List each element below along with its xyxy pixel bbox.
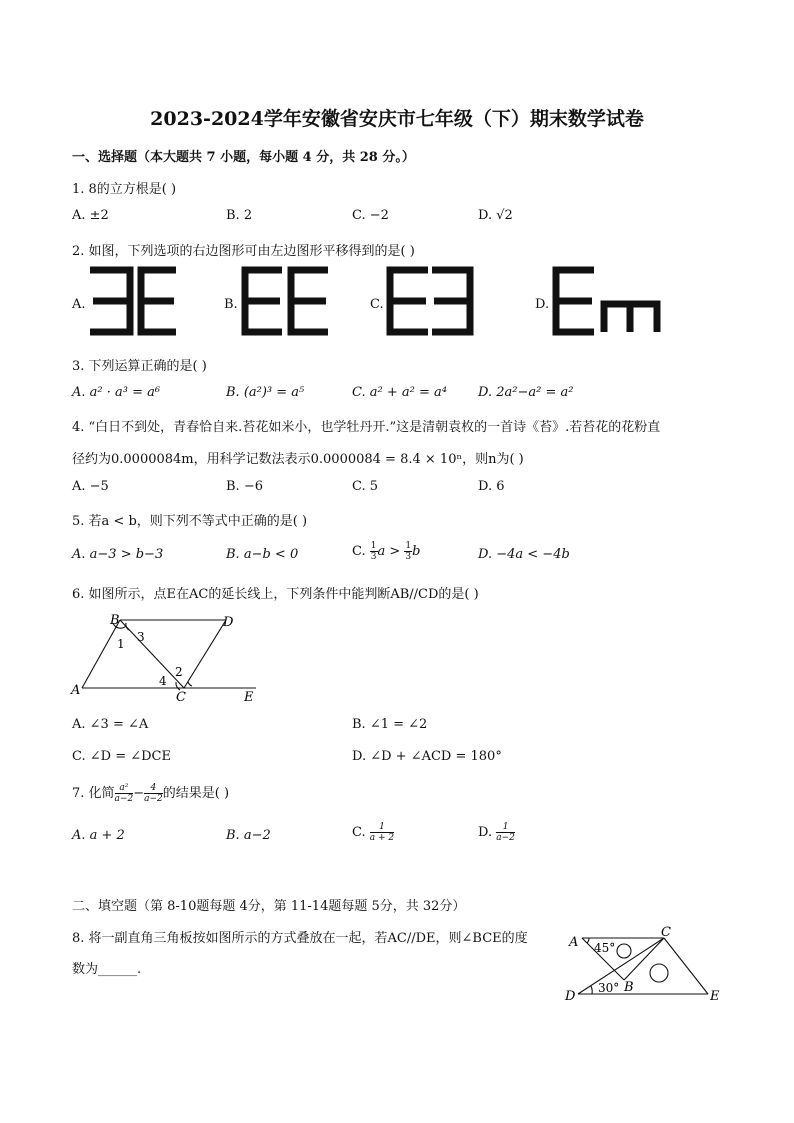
question-7-stem: 7. 化简 $\frac{\text{a²}}{a-2}$ − $\frac{4}{a-2}$ 的结果是( ) [72,783,230,804]
q6-angle-3: 3 [137,630,145,644]
q1-option-d: D. √2 [478,208,513,223]
q5-option-d: D. −4a < −4b [478,547,570,562]
q5-option-a: A. a−3 > b−3 [72,547,164,562]
q2-shape-a [90,270,176,332]
q6-angle-4: 4 [159,674,167,688]
q7-option-d: D. $\frac{1}{a-2}$ [478,822,515,843]
q8-label-c: C [661,925,671,940]
q4-option-a: A. −5 [72,479,109,494]
question-6-stem: 6. 如图所示，点E在AC的延长线上，下列条件中能判断AB//CD的是( ) [72,587,479,602]
q2-option-a: A. [72,297,86,312]
section-heading-choice: 一、选择题（本大题共 7 小题，每小题 4 分，共 28 分。） [72,150,415,165]
q5-option-b: B. a−b < 0 [226,547,299,562]
section-heading-fill: 二、填空题（第 8-10题每题 4分，第 11-14题每题 5分，共 32分） [72,899,466,914]
q6-option-d: D. ∠D + ∠ACD = 180° [352,749,502,764]
question-8-line1: 8. 将一副直角三角板按如图所示的方式叠放在一起，若AC//DE，则∠BCE的度 [72,931,528,946]
q6-angle-2: 2 [175,665,183,679]
question-1-stem: 1. 8的立方根是( ) [72,182,177,197]
question-8-line2: 数为______. [72,962,142,977]
q7-option-c: C. $\frac{1}{a + 2}$ [352,822,395,843]
q6-label-b: B [110,613,120,628]
q8-label-a: A [569,935,579,950]
q2-option-b: B. [224,297,238,312]
question-4-line2: 径约为0.0000084m，用科学记数法表示0.0000084 = 8.4 × 10ⁿ，则n为( ) [72,452,524,467]
q7-option-b: B. a−2 [226,828,271,843]
q2-option-c: C. [370,297,384,312]
q8-triangles-figure [560,922,730,1006]
q4-option-b: B. −6 [226,479,263,494]
q4-option-c: C. 5 [352,479,379,494]
q2-shapes-figure [0,260,794,340]
q8-angle-30: 30° [598,981,620,995]
q6-option-b: B. ∠1 = ∠2 [352,717,428,732]
q8-label-e: E [710,989,720,1004]
q1-option-b: B. 2 [226,208,253,223]
q7-fraction-2: $\frac{4}{a-2}$ [144,783,163,804]
q6-geometry-figure [66,610,276,706]
q8-label-b: B [624,980,634,995]
q5-option-c-fraction-2: $\frac{1}{3}$ [405,541,412,562]
q3-option-b: B. (a²)³ = a⁵ [226,385,305,400]
q3-option-a: A. a² · a³ = a⁶ [72,385,161,400]
q7-fraction-1: $\frac{\text{a²}}{a-2}$ [114,783,134,804]
q6-label-e: E [244,690,254,705]
q5-option-c-fraction-1: $\frac{1}{3}$ [370,541,377,562]
q8-angle-45: 45° [594,941,616,955]
q2-shape-d [556,270,657,332]
q6-angle-1: 1 [117,637,125,651]
q1-option-c: C. −2 [352,208,389,223]
q3-option-d: D. 2a²−a² = a² [478,385,574,400]
q3-option-c: C. a² + a² = a⁴ [352,385,447,400]
q2-shape-b [245,270,328,332]
question-3-stem: 3. 下列运算正确的是( ) [72,359,207,374]
q5-option-c-letter: C. [352,544,366,559]
q6-label-d: D [223,615,234,630]
question-2-stem: 2. 如图，下列选项的右边图形可由左边图形平移得到的是( ) [72,244,415,259]
q7-option-a: A. a + 2 [72,828,125,843]
page-title: 2023-2024学年安徽省安庆市七年级（下）期末数学试卷 [150,108,644,130]
q6-label-a: A [71,683,81,698]
q6-option-a: A. ∠3 = ∠A [72,717,149,732]
q6-option-c: C. ∠D = ∠DCE [72,749,171,764]
question-5-stem: 5. 若a < b，则下列不等式中正确的是( ) [72,514,308,529]
q6-label-c: C [176,690,186,705]
q8-label-d: D [565,989,576,1004]
q2-shape-c [390,270,470,332]
q1-option-a: A. ±2 [72,208,109,223]
question-4-line1: 4. “白日不到处，青春恰自来.苔花如米小，也学牡丹开.”这是清朝袁枚的一首诗《苔》.若苔花的花粉直 [72,420,661,435]
q4-option-d: D. 6 [478,479,505,494]
q2-option-d: D. [535,297,550,312]
q5-option-c: C. $\frac{1}{3}$ a > $\frac{1}{3}$ b [352,541,421,562]
